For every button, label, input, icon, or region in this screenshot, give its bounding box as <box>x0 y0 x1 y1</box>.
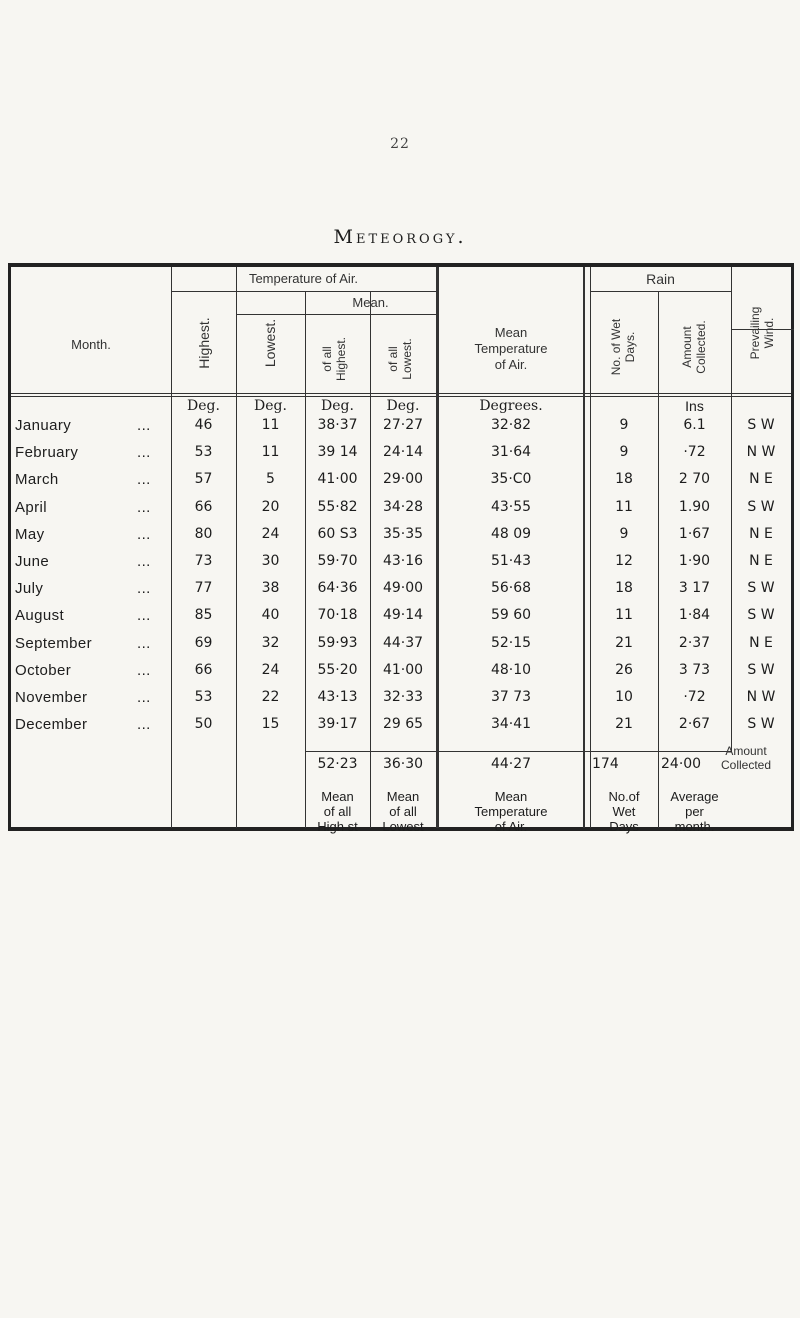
lowest-cell: 22 <box>261 689 280 705</box>
mean-low-cell: 44·37 <box>382 635 424 651</box>
mean-temp-cell: 43·55 <box>490 499 532 515</box>
month-cell: January <box>15 417 72 434</box>
month-cell: March <box>15 471 59 488</box>
mean-temp-cell: 35·C0 <box>490 471 532 487</box>
leader-dots: ... <box>137 689 151 706</box>
leader-dots: ... <box>137 553 151 570</box>
amount-cell: 1·67 <box>678 526 711 542</box>
mean-temp-cell: 37 73 <box>490 689 532 705</box>
month-cell: June <box>15 553 50 570</box>
total-mean-high: 52·23 <box>317 756 358 772</box>
amount-cell: ·72 <box>683 689 706 705</box>
mean-low-cell: 34·28 <box>382 499 424 515</box>
mean-temp-cell: 31·64 <box>490 444 532 460</box>
amount-cell: 1.90 <box>678 499 711 515</box>
month-cell: February <box>15 444 79 461</box>
highest-cell: 77 <box>194 580 213 596</box>
row-rule <box>305 751 731 752</box>
mean-temp-cell: 48·10 <box>490 662 532 678</box>
highest-cell: 53 <box>194 444 213 460</box>
highest-header: Highest. <box>196 317 212 369</box>
amount-header: Amount Collected. <box>680 320 708 374</box>
lowest-cell: 15 <box>261 716 280 732</box>
page-title: Meteorogy. <box>333 226 467 248</box>
total-mean-low: 36·30 <box>382 756 424 772</box>
mean-high-cell: 59·93 <box>317 635 358 651</box>
mean-high-cell: 38·37 <box>317 417 358 433</box>
highest-cell: 46 <box>194 417 213 433</box>
mean-temp-cell: 52·15 <box>490 635 532 651</box>
highest-cell: 85 <box>194 607 213 623</box>
mean-high-cell: 55·20 <box>317 662 358 678</box>
mean-high-cell: 39 14 <box>317 444 358 460</box>
wind-header: Prevailing Wind. <box>748 306 776 360</box>
mean-header: Mean. <box>352 295 389 310</box>
wind-cell: N E <box>749 526 773 542</box>
leader-dots: ... <box>137 526 151 543</box>
lowest-cell: 24 <box>261 662 280 678</box>
rain-header: Rain <box>646 271 675 287</box>
mean-temp-cell: 48 09 <box>490 526 532 542</box>
wet-days-header: No. of Wet Days. <box>609 318 637 376</box>
mean-low-header: of all Lowest. <box>386 338 414 380</box>
mean-low-cell: 24·14 <box>382 444 424 460</box>
wind-cell: N W <box>746 689 776 705</box>
leader-dots: ... <box>137 662 151 679</box>
row-rule <box>11 396 791 397</box>
amount-cell: ·72 <box>683 444 706 460</box>
lowest-cell: 40 <box>261 607 280 623</box>
amount-cell: 2·37 <box>678 635 711 651</box>
wind-cell: S W <box>747 499 775 515</box>
unit-mean-temp: Degrees. <box>479 398 543 414</box>
mean-low-cell: 43·16 <box>382 553 424 569</box>
month-cell: October <box>15 662 72 679</box>
mean-temp-cell: 34·41 <box>490 716 532 732</box>
foot-mean-high: Mean of all High st <box>317 789 358 834</box>
page-number: 22 <box>390 136 410 152</box>
mean-temp-cell: 59 60 <box>490 607 532 623</box>
mean-high-cell: 55·82 <box>317 499 358 515</box>
mean-high-cell: 41·00 <box>317 471 358 487</box>
month-cell: May <box>15 526 45 543</box>
mean-high-cell: 64·36 <box>317 580 358 596</box>
wind-cell: N E <box>749 635 773 651</box>
mean-low-cell: 32·33 <box>382 689 424 705</box>
unit-mean-low: Deg. <box>386 398 420 414</box>
lowest-cell: 11 <box>261 417 280 433</box>
month-cell: December <box>15 716 88 733</box>
mean-high-cell: 59·70 <box>317 553 358 569</box>
lowest-cell: 24 <box>261 526 280 542</box>
mean-high-cell: 39·17 <box>317 716 358 732</box>
highest-cell: 57 <box>194 471 213 487</box>
col-rule <box>171 267 172 828</box>
mean-low-cell: 29 65 <box>382 716 424 732</box>
highest-cell: 80 <box>194 526 213 542</box>
wind-cell: S W <box>747 662 775 678</box>
mean-high-cell: 70·18 <box>317 607 358 623</box>
mean-high-cell: 43·13 <box>317 689 358 705</box>
total-amount: 24·00 <box>661 756 702 772</box>
total-mean-temp: 44·27 <box>490 756 532 772</box>
mean-low-cell: 49·14 <box>382 607 424 623</box>
mean-temp-cell: 56·68 <box>490 580 532 596</box>
amount-cell: 3 73 <box>678 662 711 678</box>
month-cell: August <box>15 607 65 624</box>
foot-wet-days: No.of Wet Days <box>608 789 640 834</box>
leader-dots: ... <box>137 417 151 434</box>
col-rule <box>583 267 585 828</box>
highest-cell: 53 <box>194 689 213 705</box>
wet-days-cell: 9 <box>619 444 629 460</box>
mean-temp-header: Mean Temperature of Air. <box>474 325 548 372</box>
temperature-header: Temperature of Air. <box>248 271 359 286</box>
mean-temp-cell: 51·43 <box>490 553 532 569</box>
amount-cell: 1·84 <box>678 607 711 623</box>
month-cell: September <box>15 635 92 652</box>
lowest-cell: 11 <box>261 444 280 460</box>
lowest-cell: 5 <box>266 471 275 487</box>
wet-days-cell: 11 <box>615 607 633 623</box>
unit-highest: Deg. <box>187 398 220 414</box>
foot-mean-low: Mean of all Lowest <box>382 789 424 834</box>
amount-cell: 2 70 <box>678 471 711 487</box>
lowest-cell: 20 <box>261 499 280 515</box>
foot-mean-temp: Mean Temperature of Air. <box>474 789 548 834</box>
wet-days-cell: 10 <box>615 689 633 705</box>
leader-dots: ... <box>137 471 151 488</box>
mean-low-cell: 35·35 <box>382 526 424 542</box>
wind-cell: S W <box>747 417 775 433</box>
month-cell: April <box>15 499 48 516</box>
wind-cell: N W <box>746 444 776 460</box>
leader-dots: ... <box>137 444 151 461</box>
mean-temp-cell: 32·82 <box>490 417 532 433</box>
col-rule <box>236 267 237 828</box>
wind-cell: S W <box>747 607 775 623</box>
meteorology-table <box>8 263 794 834</box>
lowest-cell: 30 <box>261 553 280 569</box>
wind-cell: S W <box>747 580 775 596</box>
wet-days-cell: 18 <box>615 471 633 487</box>
amount-cell: 1·90 <box>678 553 711 569</box>
unit-mean-high: Deg. <box>321 398 354 414</box>
amount-cell: 3 17 <box>678 580 711 596</box>
lowest-header: Lowest. <box>262 318 278 368</box>
foot-amount: Average per month. <box>670 789 719 834</box>
wet-days-cell: 18 <box>615 580 633 596</box>
wet-days-cell: 21 <box>615 635 633 651</box>
highest-cell: 69 <box>194 635 213 651</box>
wet-days-cell: 9 <box>619 526 629 542</box>
wind-cell: N E <box>749 553 773 569</box>
mean-low-cell: 29·00 <box>382 471 424 487</box>
col-rule <box>590 267 591 828</box>
lowest-cell: 38 <box>261 580 280 596</box>
wind-cell: S W <box>747 716 775 732</box>
row-rule <box>590 291 731 292</box>
highest-cell: 73 <box>194 553 213 569</box>
mean-low-cell: 49·00 <box>382 580 424 596</box>
mean-high-header: of all Highest. <box>320 336 348 382</box>
amount-collected-note: Amount Collected <box>720 744 772 772</box>
wet-days-cell: 12 <box>615 553 633 569</box>
mean-low-cell: 41·00 <box>382 662 424 678</box>
highest-cell: 66 <box>194 662 213 678</box>
mean-low-cell: 27·27 <box>382 417 424 433</box>
amount-cell: 6.1 <box>683 417 706 433</box>
leader-dots: ... <box>137 580 151 597</box>
leader-dots: ... <box>137 635 151 652</box>
leader-dots: ... <box>137 716 151 733</box>
leader-dots: ... <box>137 499 151 516</box>
wet-days-cell: 11 <box>615 499 633 515</box>
month-cell: July <box>15 580 44 597</box>
amount-cell: 2·67 <box>678 716 711 732</box>
row-rule <box>171 291 436 292</box>
total-wet-days: 174 <box>592 756 619 772</box>
unit-amount: Ins <box>685 398 704 414</box>
wet-days-cell: 9 <box>619 417 629 433</box>
wet-days-cell: 26 <box>615 662 633 678</box>
highest-cell: 50 <box>194 716 213 732</box>
leader-dots: ... <box>137 607 151 624</box>
unit-lowest: Deg. <box>254 398 287 414</box>
wind-cell: N E <box>749 471 773 487</box>
lowest-cell: 32 <box>261 635 280 651</box>
mean-high-cell: 60 S3 <box>317 526 358 542</box>
wet-days-cell: 21 <box>615 716 633 732</box>
month-cell: November <box>15 689 88 706</box>
month-header: Month. <box>71 337 111 352</box>
highest-cell: 66 <box>194 499 213 515</box>
